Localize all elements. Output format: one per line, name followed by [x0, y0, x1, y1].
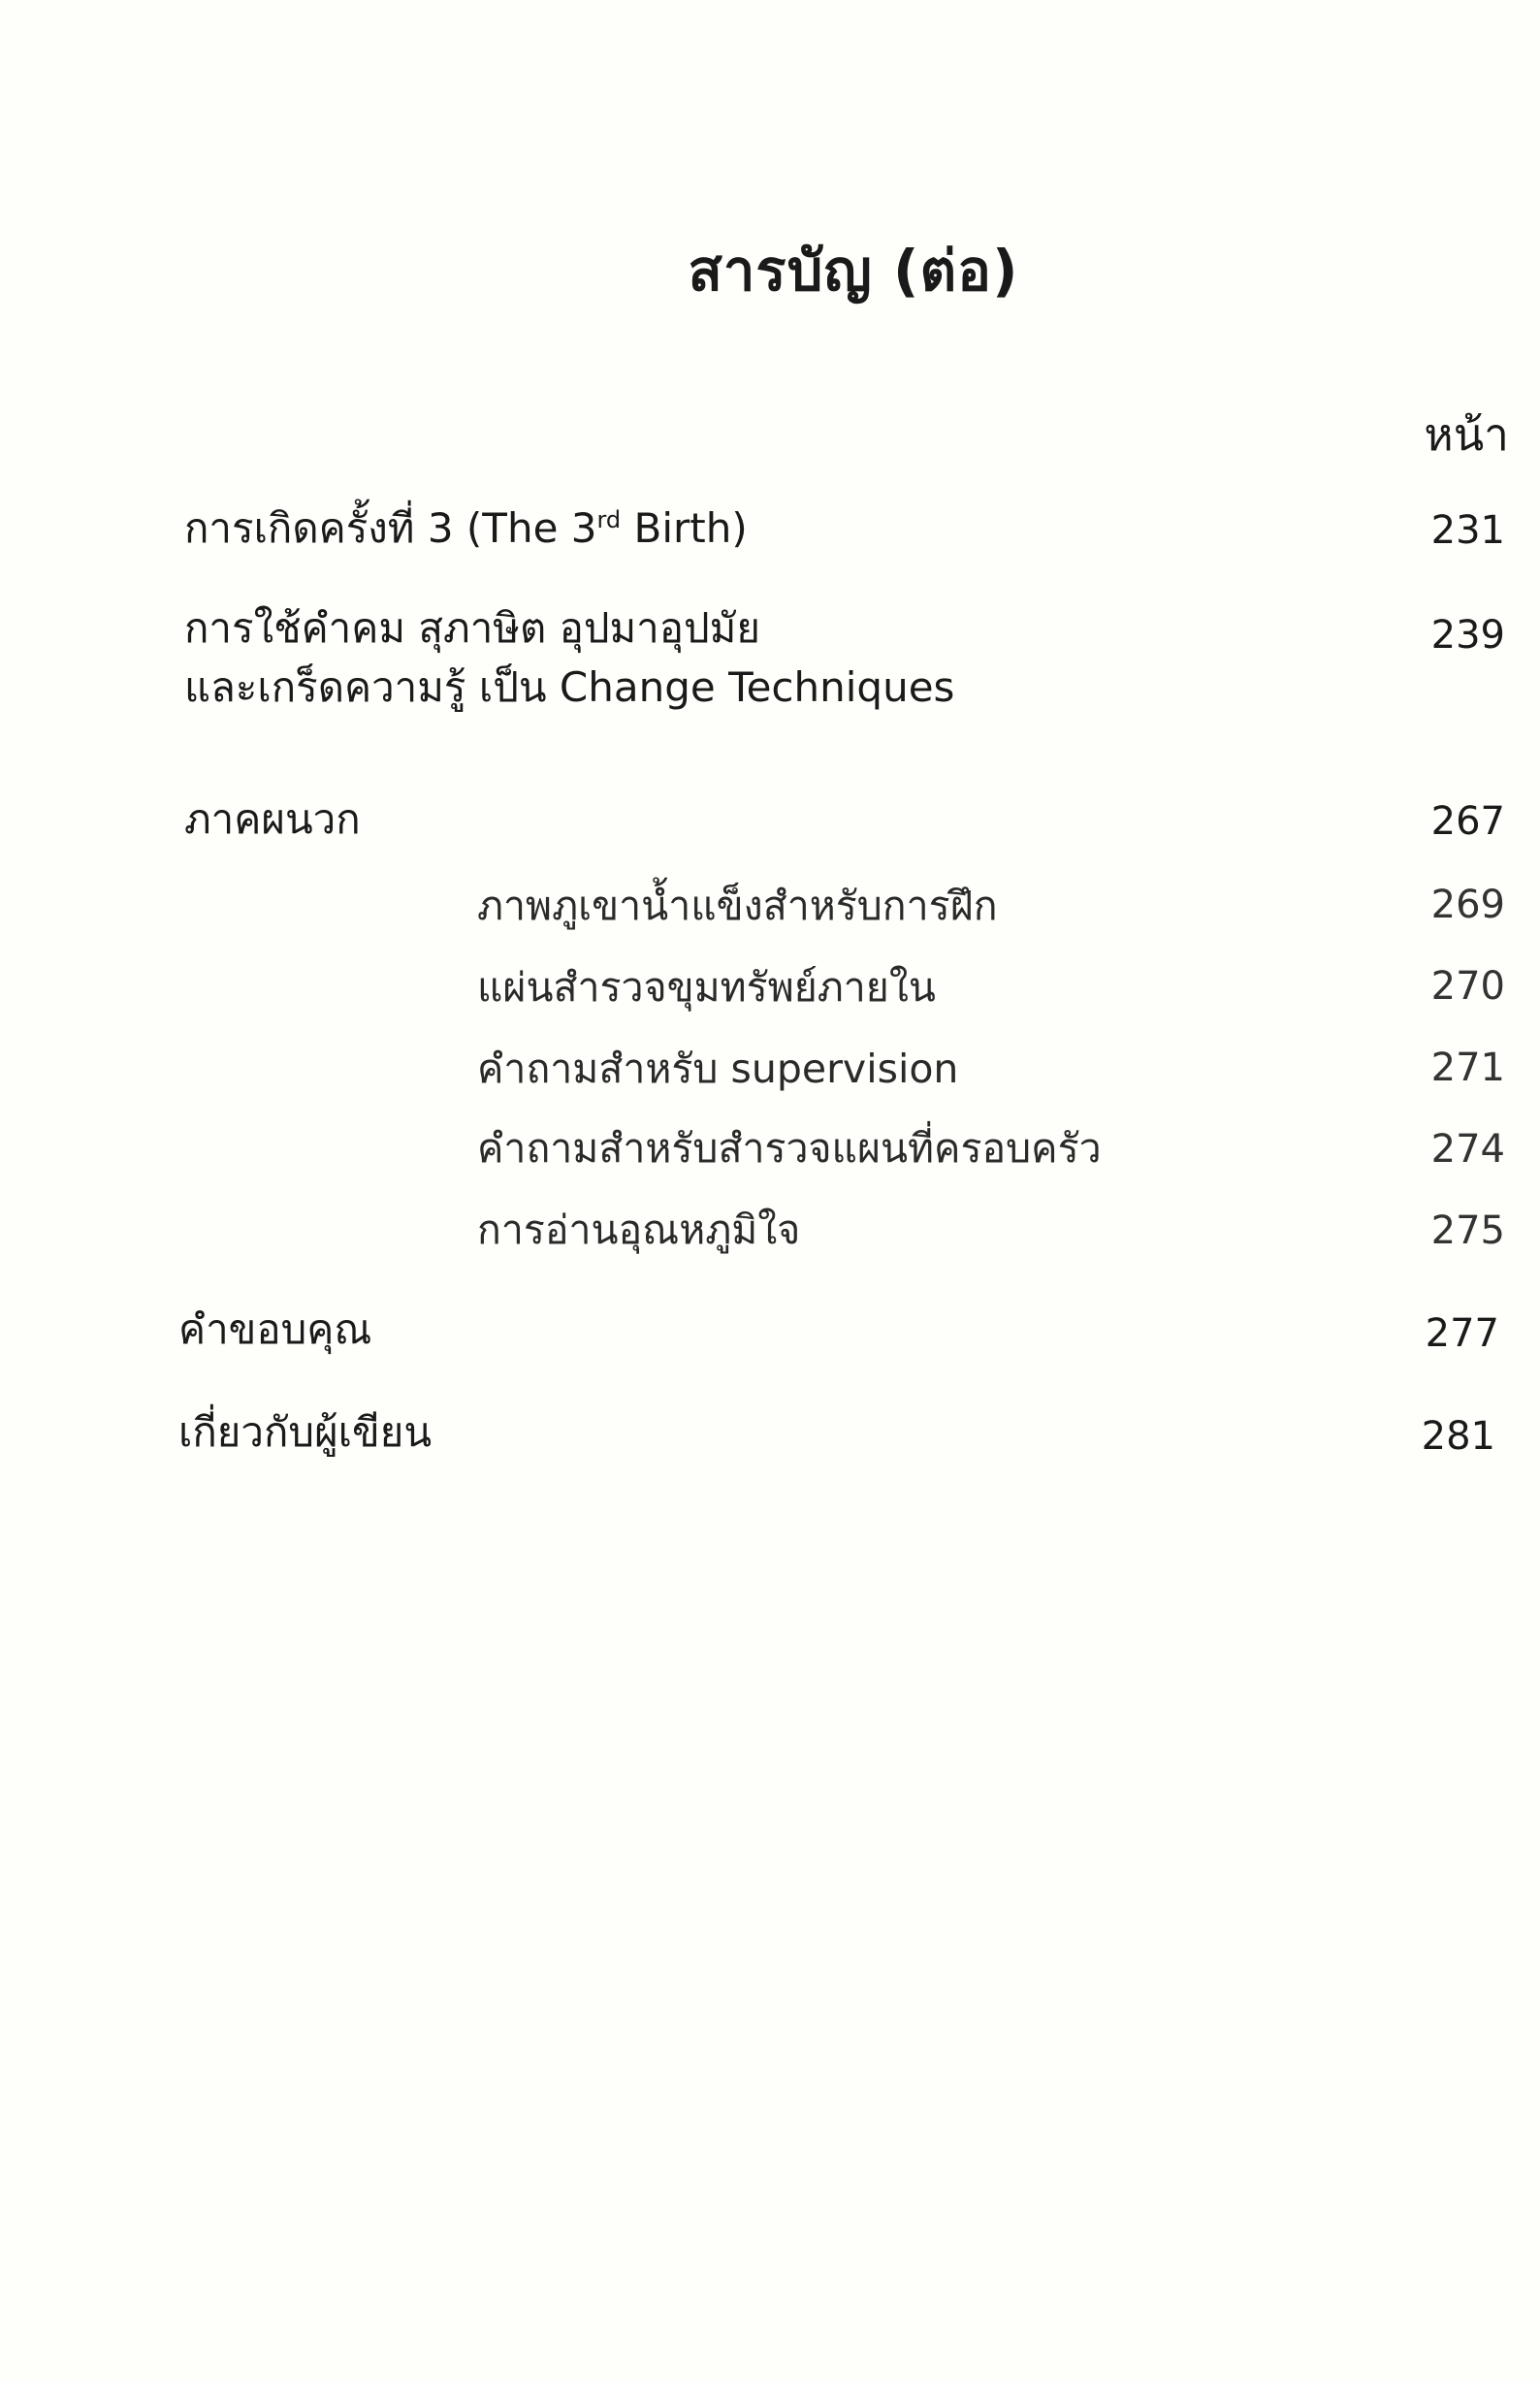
- toc-entry-change-techniques[interactable]: [184, 599, 954, 718]
- toc-subentry-treasure-survey[interactable]: [477, 956, 936, 1019]
- toc-entry-acknowledgements[interactable]: [178, 1298, 371, 1362]
- toc-entry-title: คำถามสำหรับสำรวจแผนที่ครอบครัว: [477, 1125, 1102, 1172]
- toc-entry-title: ภาคผนวก: [184, 795, 361, 843]
- toc-entry-title: แผ่นสำรวจขุมทรัพย์ภายใน: [477, 964, 936, 1011]
- toc-subentry-family-map[interactable]: [477, 1117, 1102, 1180]
- toc-entry-third-birth[interactable]: [184, 497, 748, 561]
- toc-page-number: 267: [1430, 799, 1505, 844]
- toc-page-number: 231: [1430, 508, 1505, 553]
- toc-subentry-supervision[interactable]: [477, 1038, 958, 1101]
- toc-entry-title: การอ่านอุณหภูมิใจ: [477, 1207, 801, 1253]
- toc-page-number: 270: [1430, 964, 1505, 1009]
- toc-subentry-temperature-reading[interactable]: [477, 1199, 800, 1262]
- page-column-header: หน้า: [1424, 408, 1509, 461]
- toc-entry-appendix[interactable]: [184, 788, 361, 852]
- toc-subentry-iceberg[interactable]: [477, 875, 998, 938]
- toc-page-number: 274: [1430, 1127, 1505, 1172]
- toc-page-number: 281: [1421, 1414, 1495, 1459]
- toc-page-number: 277: [1425, 1311, 1499, 1356]
- toc-entry-title: เกี่ยวกับผู้เขียน: [178, 1408, 433, 1456]
- toc-page-number: 271: [1430, 1046, 1505, 1090]
- toc-page-number: 239: [1430, 613, 1505, 658]
- toc-entry-title: ภาพภูเขาน้ำแข็งสำหรับการฝึก: [477, 883, 998, 929]
- toc-page-number: 275: [1430, 1208, 1505, 1253]
- toc-entry-title-line2: และเกร็ดความรู้ เป็น Change Techniques: [184, 662, 955, 711]
- toc-page-number: 269: [1430, 883, 1505, 927]
- toc-entry-title: คำขอบคุณ: [178, 1305, 372, 1353]
- toc-entry-title: การเกิดครั้งที่ 3 (The 3rd Birth): [184, 504, 748, 552]
- toc-entry-about-author[interactable]: [178, 1400, 432, 1465]
- toc-entry-title: คำถามสำหรับ supervision: [477, 1046, 959, 1092]
- superscript-rd: rd: [596, 506, 622, 533]
- toc-entry-title-line1: การใช้คำคม สุภาษิต อุปมาอุปมัย: [184, 604, 760, 652]
- page-title: สารบัญ (ต่อ): [688, 238, 1019, 304]
